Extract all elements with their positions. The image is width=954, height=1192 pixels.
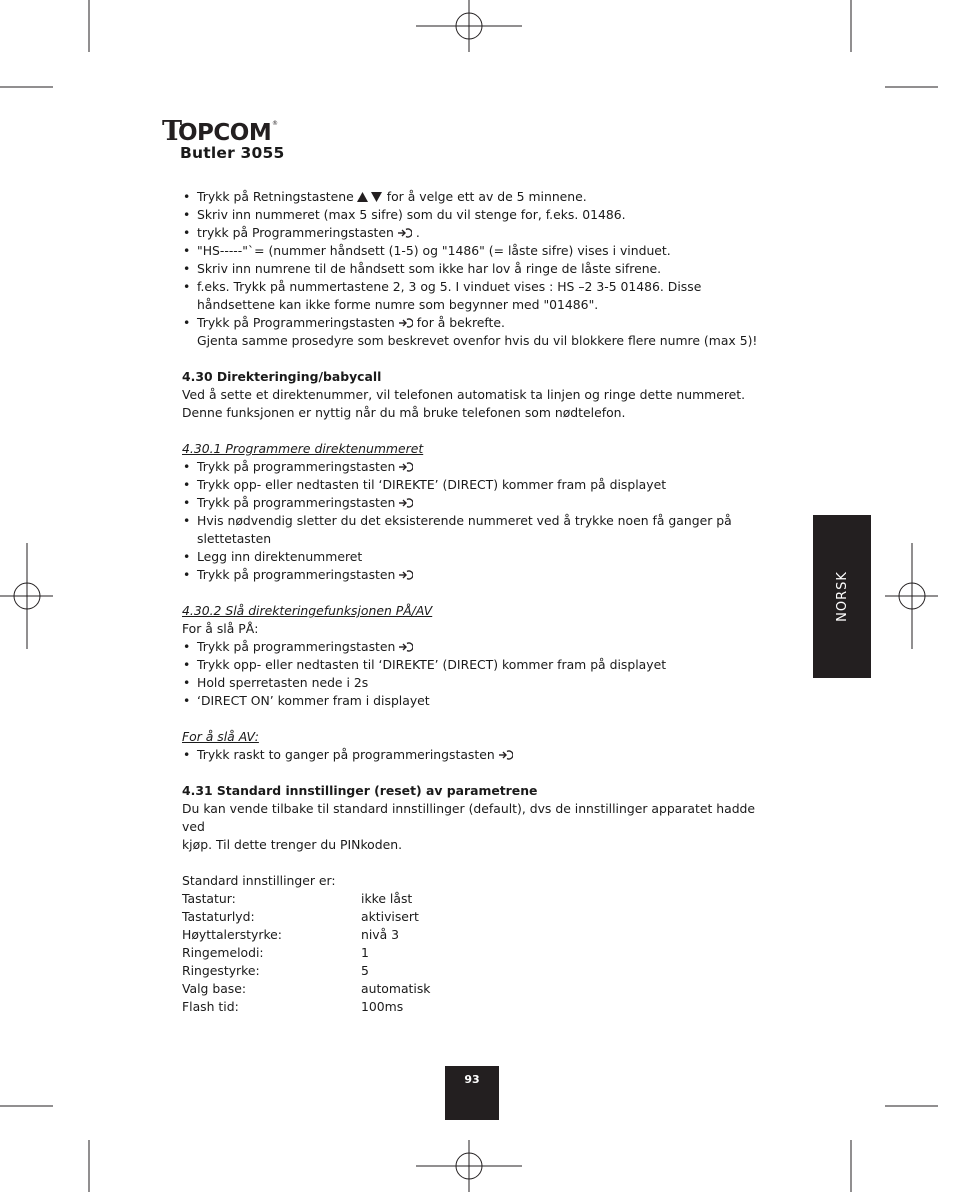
list-item: • "HS-----"`= (nummer håndsett (1-5) og "1486" (= låste sifre) vises i vinduet. (182, 242, 772, 260)
paragraph: Denne funksjonen er nyttig når du må bruke telefonen som nødtelefon. (182, 405, 626, 420)
list-item: • Trykk opp- eller nedtasten til ‘DIREKTE’ (DIRECT) kommer fram på displayet (182, 656, 772, 674)
list-item: • Trykk på Programmeringstasten for å bekrefte. (182, 314, 772, 332)
setting-row: Flash tid: 100ms (182, 999, 404, 1014)
list-item: • f.eks. Trykk på nummertastene 2, 3 og 5. I vinduet vises : HS –2 3-5 01486. Disse håndsettene kan ikke forme numre som begynner med "01486". (182, 278, 772, 314)
language-tab-label: NORSK (834, 571, 850, 622)
steps-list (182, 638, 772, 710)
list-item: • Legg inn direktenummeret (182, 548, 772, 566)
list-item: • Trykk på Retningstastene for å velge ett av de 5 minnene. (182, 188, 772, 206)
list-item: • trykk på Programmeringstasten . (182, 224, 772, 242)
setting-row: Tastatur: ikke låst (182, 891, 413, 906)
steps-list (182, 458, 772, 584)
model-title: Butler 3055 (180, 144, 285, 162)
paragraph: Ved å sette et direktenummer, vil telefonen automatisk ta linjen og ringe dette nummeret. (182, 387, 746, 402)
paragraph: Du kan vende tilbake til standard innstillinger (default), dvs de innstillinger apparatet hadde ved (182, 801, 756, 834)
steps-list (182, 746, 772, 764)
topcom-logo (162, 116, 282, 144)
program-key-icon (399, 318, 413, 328)
svg-text:T: T (162, 116, 182, 144)
program-key-icon (399, 570, 413, 580)
list-item: • Trykk på programmeringstasten (182, 458, 772, 476)
list-item: • Skriv inn numrene til de håndsett som ikke har lov å ringe de låste sifrene. (182, 260, 772, 278)
list-item: • Skriv inn nummeret (max 5 sifre) som du vil stenge for, f.eks. 01486. (182, 206, 772, 224)
program-key-icon (399, 462, 413, 472)
section-heading: 4.31 Standard innstillinger (reset) av parametrene (182, 783, 538, 798)
program-key-icon (499, 750, 513, 760)
defaults-label: Standard innstillinger er: (182, 873, 336, 888)
intro-list (182, 188, 772, 332)
setting-row: Høyttalerstyrke: nivå 3 (182, 927, 400, 942)
paragraph: kjøp. Til dette trenger du PINkoden. (182, 837, 403, 852)
repeat-note: Gjenta samme prosedyre som beskrevet ovenfor hvis du vil blokkere flere numre (max 5)! (197, 333, 758, 348)
manual-content (182, 188, 772, 1016)
list-item: • ‘DIRECT ON’ kommer fram i displayet (182, 692, 772, 710)
list-item: • Hold sperretasten nede i 2s (182, 674, 772, 692)
program-key-icon (399, 642, 413, 652)
subsection-heading: For å slå AV: (182, 729, 259, 744)
setting-row: Tastaturlyd: aktivisert (182, 909, 419, 924)
subsection-heading: 4.30.2 Slå direkteringefunksjonen PÅ/AV (182, 603, 433, 618)
setting-row: Valg base: automatisk (182, 981, 431, 996)
up-down-arrows-icon (357, 192, 383, 202)
subsection-heading: 4.30.1 Programmere direktenummeret (182, 441, 424, 456)
program-key-icon (398, 228, 412, 238)
setting-row: Ringestyrke: 5 (182, 963, 369, 978)
list-item: • Trykk på programmeringstasten (182, 638, 772, 656)
setting-row: Ringemelodi: 1 (182, 945, 369, 960)
paragraph: For å slå PÅ: (182, 621, 259, 636)
language-tab (813, 515, 871, 678)
svg-text:OPCOM: OPCOM (178, 120, 272, 144)
list-item: • Trykk opp- eller nedtasten til ‘DIREKTE’ (DIRECT) kommer fram på displayet (182, 476, 772, 494)
list-item: • Trykk raskt to ganger på programmeringstasten (182, 746, 772, 764)
list-item: • Trykk på programmeringstasten (182, 494, 772, 512)
svg-text:®: ® (272, 120, 278, 127)
program-key-icon (399, 498, 413, 508)
list-item: • Trykk på programmeringstasten (182, 566, 772, 584)
list-item: • Hvis nødvendig sletter du det eksisterende nummeret ved å trykke noen få ganger på slettetasten (182, 512, 772, 548)
page-number: 93 (445, 1066, 499, 1120)
section-heading: 4.30 Direkteringing/babycall (182, 369, 382, 384)
